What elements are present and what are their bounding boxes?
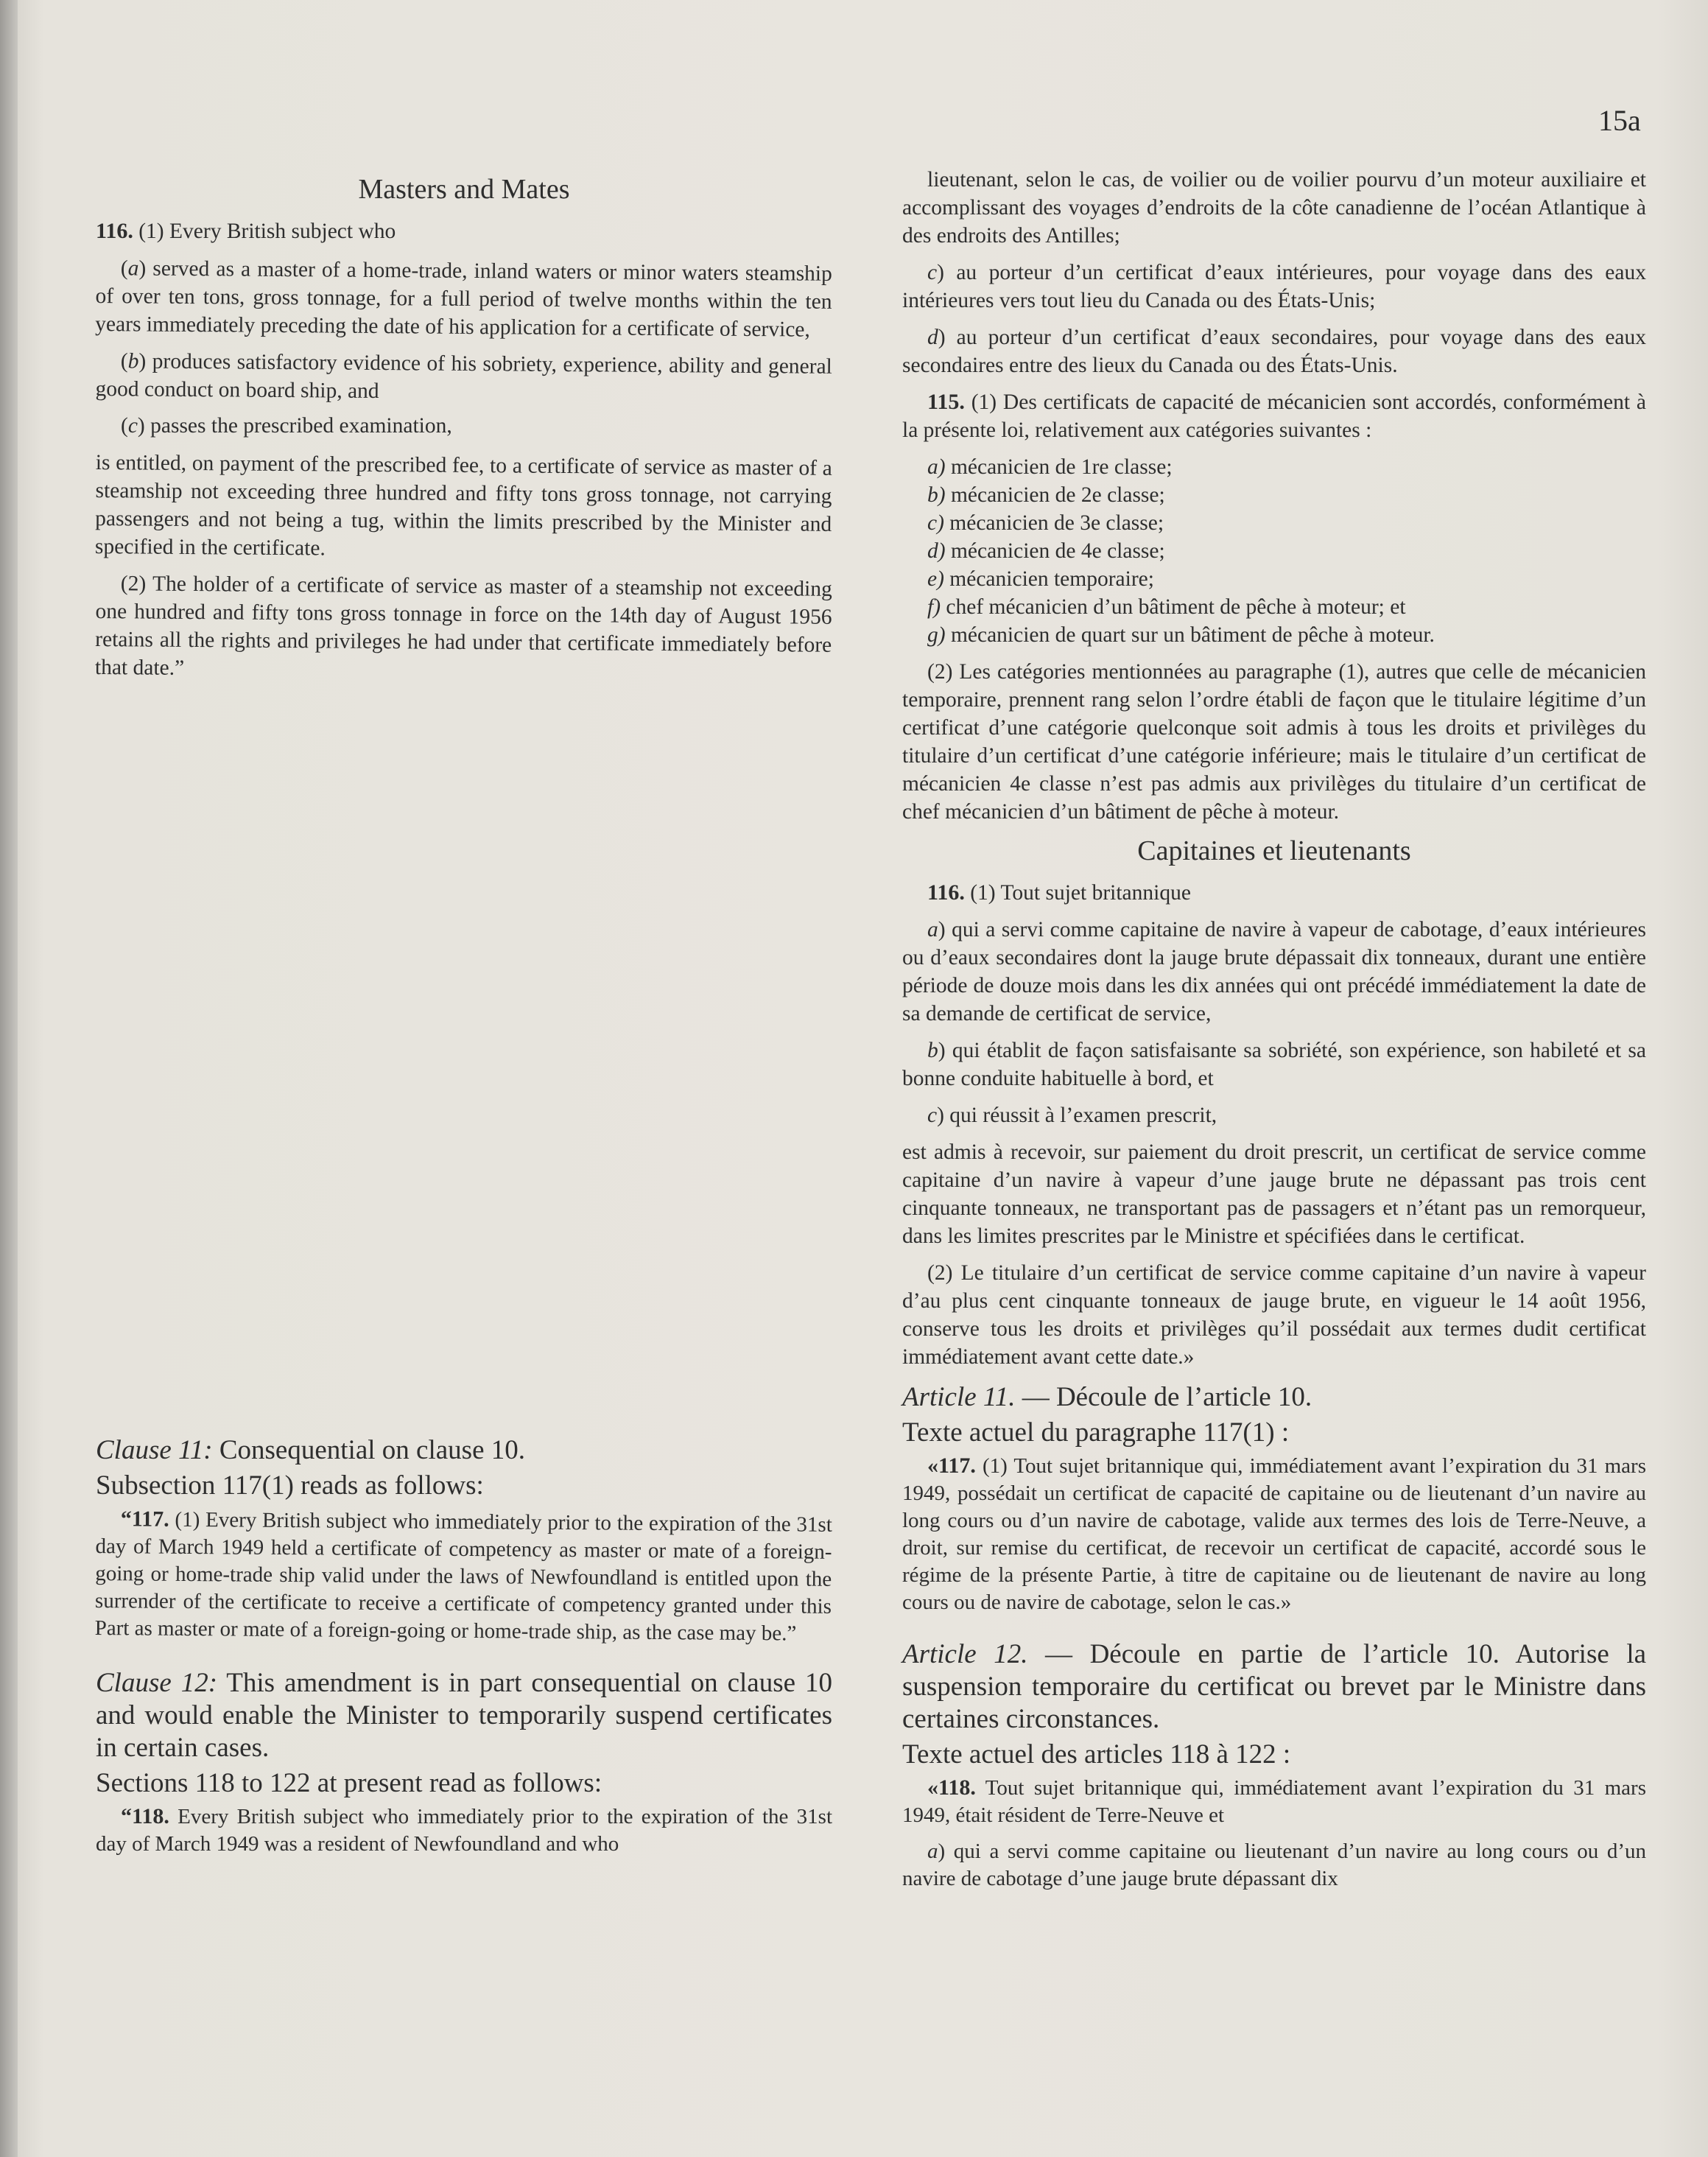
- list-item: a) mécanicien de 1re classe;: [927, 455, 1173, 479]
- spacer: [96, 1651, 832, 1667]
- heading-capitaines-et-lieutenants: Capitaines et lieutenants: [1137, 835, 1411, 866]
- section-115-2: (2) Les catégories mentionnées au paragraphe (1), autres que celle de mécanicien temporaire, prennent rang selon l’ordre établi de façon que le titulaire légitime d’un certificat d’une catégorie quelconque soit admis à tous les droits et privilèges du titulaire d’un certificat d’une catégorie inférieure; mais le titulaire d’un certificat de mécanicien 4e classe n’est pas admis aux privilèges du titulaire d’un certificat de chef mécanicien d’un bâtiment de pêche à moteur.: [902, 660, 1646, 824]
- section-116-intro: 116. (1) Every British subject who: [96, 219, 396, 243]
- list-item: d) mécanicien de 4e classe;: [927, 539, 1165, 563]
- left-column: [96, 166, 832, 1867]
- list-item: c) mécanicien de 3e classe;: [927, 511, 1164, 535]
- section-115: 115. (1) Des certificats de capacité de mécanicien sont accordés, conformément à la présente loi, relativement aux catégories suivantes :: [902, 390, 1647, 442]
- page-edge-shadow: [0, 0, 18, 2157]
- section-116-body: is entitled, on payment of the prescribed fee, to a certificate of service as master of a steamship not exceeding three hundred and fifty tons gross tonnage, not carrying passengers and not being a tug, within the limits prescribed by the Minister and specified in the certificate.: [94, 450, 832, 561]
- french-section-118-quote: «118. Tout sujet britannique qui, immédiatement avant l’expiration du 31 mars 1949, était résident de Terre-Neuve et: [902, 1775, 1646, 1827]
- list-item: g) mécanicien de quart sur un bâtiment de pêche à moteur.: [927, 623, 1435, 647]
- french-section-116-intro: 116. (1) Tout sujet britannique: [927, 880, 1191, 905]
- french-section-117-quote: «117. (1) Tout sujet britannique qui, immédiatement avant l’expiration du 31 mars 1949, possédait un certificat de capacité de capitaine ou de lieutenant d’un navire au long cours ou d’un navire de cabotage, valide aux termes des lois de Terre-Neuve, a droit, sur remise du certificat, de recevoir un certificat de capacité, accordé sous le régime de la présente Partie, à titre de capitaine ou de lieutenant de navire au long cours ou de navire de cabotage, selon le cas.»: [902, 1453, 1646, 1614]
- list-item: e) mécanicien temporaire;: [927, 567, 1154, 591]
- french-section-116-body: est admis à recevoir, sur paiement du droit prescrit, un certificat de service comme capitaine d’un navire à vapeur d’une jauge brute ne dépassant pas trois cent cinquante tonneaux, ne transportant pas de passagers et n’étant pas un remorqueur, dans les limites prescrites par le Ministre et spécifiées dans le certificat.: [902, 1140, 1646, 1248]
- clause-12: Clause 12: This amendment is in part consequential on clause 10 and would enable the Minister to temporarily suspend certificates in certain cases.: [96, 1668, 832, 1763]
- texte-117-intro: Texte actuel du paragraphe 117(1) :: [902, 1417, 1290, 1448]
- french-section-118-a: a) qui a servi comme capitaine ou lieutenant d’un navire au long cours ou d’un navire de cabotage d’une jauge brute dépassant dix: [902, 1839, 1646, 1890]
- sections-118-122-intro: Sections 118 to 122 at present read as follows:: [96, 1768, 602, 1798]
- clause-11: Clause 11: Consequential on clause 10.: [96, 1435, 525, 1465]
- french-item-d: d) au porteur d’un certificat d’eaux secondaires, pour voyage dans des eaux secondaires entre des lieux du Canada ou des États-Unis.: [902, 326, 1647, 377]
- right-column: [902, 166, 1646, 1901]
- section-116-c: (c) passes the prescribed examination,: [121, 414, 452, 438]
- french-section-116-a: a) qui a servi comme capitaine de navire à vapeur de cabotage, d’eaux intérieures ou d’eaux secondaires dont la jauge brute dépassait dix tonneaux, durant une entière période de douze mois dans les dix années qui ont précédé immédiatement la date de sa demande de certificat de service,: [902, 918, 1646, 1025]
- section-116-2: (2) The holder of a certificate of service as master of a steamship not exceeding one hundred and fifty tons gross tonnage in force on the 14th day of August 1956 retains all the rights and privileges he had under that certificate immediately before that date.”: [94, 572, 832, 680]
- spacer: [902, 1625, 1646, 1638]
- list-item: f) chef mécanicien d’un bâtiment de pêche à moteur; et: [927, 595, 1406, 619]
- french-section-116-2: (2) Le titulaire d’un certificat de service comme capitaine d’un navire à vapeur d’au plus cent cinquante tonneaux de jauge brute, en vigueur le 14 août 1956, conserve tous les droits et privilèges qu’il possédait aux termes dudit certificat immédiatement avant cette date.»: [902, 1261, 1646, 1369]
- left-column-spacer: [96, 690, 832, 1434]
- french-section-116-b: b) qui établit de façon satisfaisante sa sobriété, son expérience, son habileté et sa bonne conduite habituelle à bord, et: [902, 1039, 1646, 1090]
- article-12: Article 12. — Découle en partie de l’article 10. Autorise la suspension temporaire du certificat ou brevet par le Ministre dans certaines circonstances.: [902, 1639, 1647, 1734]
- page-number: 15a: [1598, 104, 1641, 137]
- section-117-quote: “117. (1) Every British subject who immediately prior to the expiration of the 31st day of March 1949 held a certificate of competency as master or mate of a foreign-going or home-trade ship valid under the laws of Newfoundland is entitled upon the surrender of the certificate to receive a certificate of competency granted under this Part as master or mate of a foreign-going or home-trade ship, as the case may be.”: [94, 1507, 832, 1646]
- section-116-b: (b) produces satisfactory evidence of his sobriety, experience, ability and general good conduct on board ship, and: [95, 349, 832, 404]
- french-continuation-para: lieutenant, selon le cas, de voilier ou de voilier pourvu d’un moteur auxiliaire et accomplissant des voyages d’endroits de la côte canadienne de l’océan Atlantique à des endroits des Antilles;: [902, 168, 1646, 248]
- list-item: b) mécanicien de 2e classe;: [927, 483, 1165, 507]
- section-116-a: (a) served as a master of a home-trade, inland waters or minor waters steamship of over ten tons, gross tonnage, for a full period of twelve months within the ten years immediately preceding the date of his application for a certificate of service,: [95, 256, 832, 342]
- subsection-117-intro: Subsection 117(1) reads as follows:: [96, 1470, 484, 1501]
- french-item-c: c) au porteur d’un certificat d’eaux intérieures, pour voyage dans des eaux intérieures vers tout lieu du Canada ou des États-Unis;: [902, 261, 1646, 312]
- french-section-116-c: c) qui réussit à l’examen prescrit,: [927, 1104, 1217, 1127]
- section-115-list: [902, 453, 1646, 649]
- article-11: Article 11. — Découle de l’article 10.: [902, 1382, 1312, 1412]
- texte-118-122-intro: Texte actuel des articles 118 à 122 :: [902, 1739, 1291, 1770]
- section-118-quote: “118. Every British subject who immediately prior to the expiration of the 31st day of March 1949 was a resident of Newfoundland and who: [96, 1804, 833, 1856]
- heading-masters-and-mates: Masters and Mates: [358, 174, 570, 205]
